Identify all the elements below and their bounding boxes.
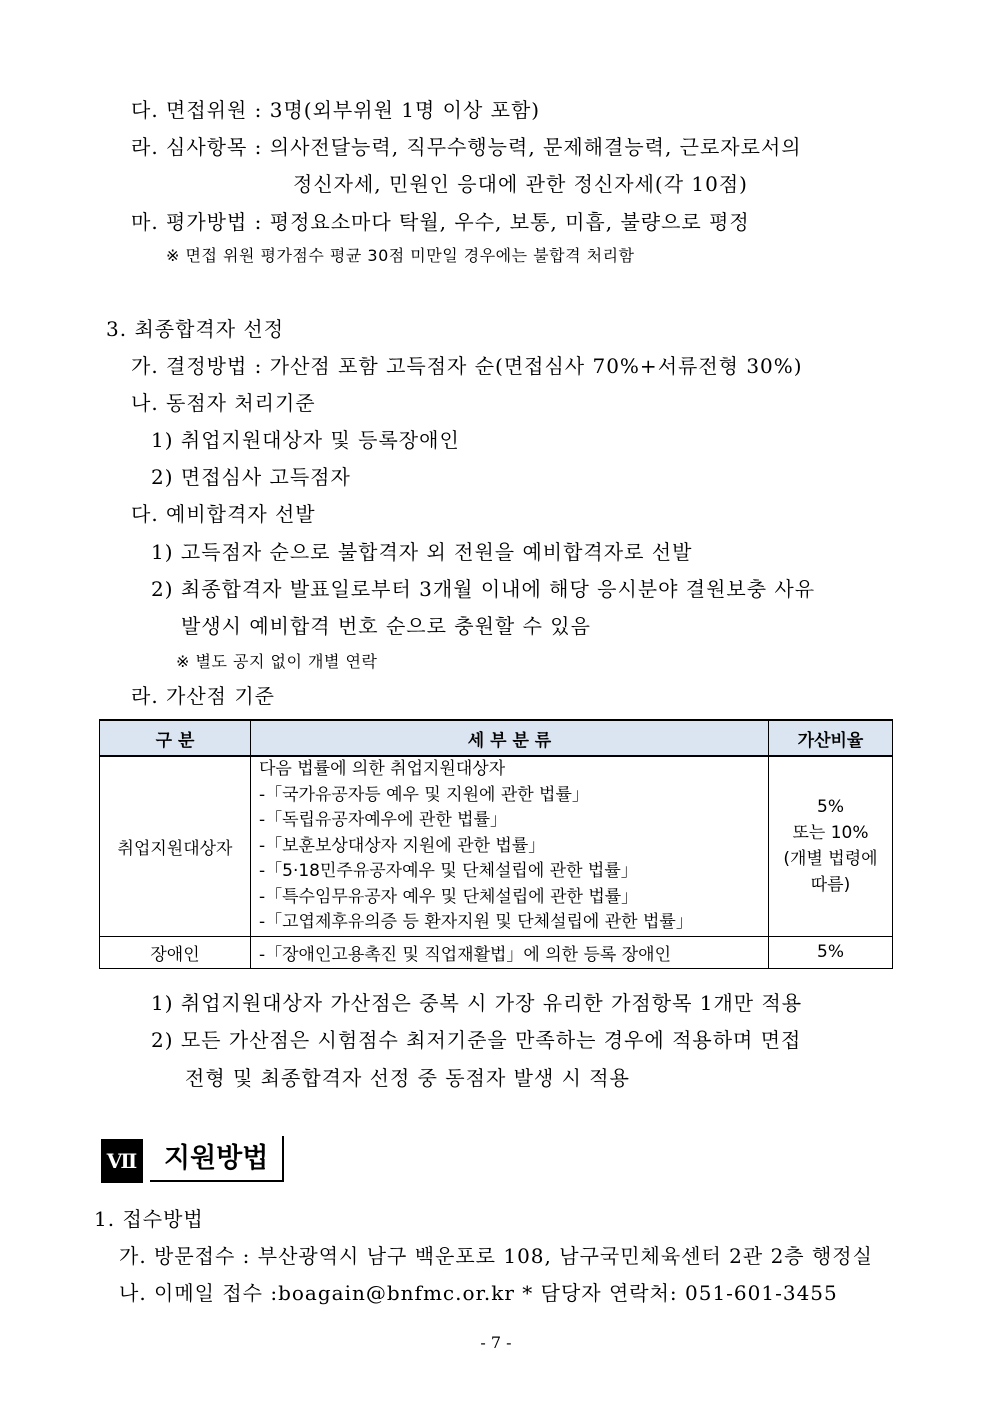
reserve-selection-heading: 다. 예비합격자 선발	[131, 502, 316, 526]
detail-line: -「독립유공자예우에 관한 법률」	[259, 810, 508, 830]
email-application-line: 나. 이메일 접수 :boagain@bnfmc.or.kr * 담당자 연락처: 051-601-3455	[119, 1281, 838, 1305]
contact-note: ※ 별도 공지 없이 개별 연락	[176, 652, 378, 671]
interview-committee-line: 다. 면접위원 : 3명(외부위원 1명 이상 포함)	[131, 98, 541, 122]
bonus-note-2-continued: 전형 및 최종합격자 선정 중 동점자 발생 시 적용	[185, 1066, 630, 1090]
category-cell: 취업지원대상자	[100, 756, 251, 936]
table-header-row	[100, 720, 893, 756]
evaluation-method-line: 마. 평가방법 : 평정요소마다 탁월, 우수, 보통, 미흡, 불량으로 평정	[131, 210, 750, 234]
rate-line: 5%	[817, 797, 844, 818]
detail-cell: -「장애인고용촉진 및 직업재활법」에 의한 등록 장애인	[251, 936, 769, 968]
reserve-item-2: 2) 최종합격자 발표일로부터 3개월 이내에 해당 응시분야 결원보충 사유	[151, 577, 816, 601]
detail-line: -「국가유공자등 예우 및 지원에 관한 법률」	[259, 784, 589, 805]
page-number: - 7 -	[480, 1333, 512, 1352]
header-detail: 세 부 분 류	[251, 720, 769, 756]
application-method-heading: 1. 접수방법	[94, 1207, 204, 1231]
header-rate: 가산비율	[769, 720, 893, 756]
detail-cell	[251, 756, 769, 936]
fail-note: ※ 면접 위원 평가점수 평균 30점 미만일 경우에는 불합격 처리함	[166, 246, 635, 265]
detail-line: -「보훈보상대상자 지원에 관한 법률」	[259, 835, 546, 856]
table-row	[100, 756, 893, 936]
visit-application-line: 가. 방문접수 : 부산광역시 남구 백운포로 108, 남구국민체육센터 2관 2층 행정실	[119, 1244, 873, 1268]
evaluation-items-continued: 정신자세, 민원인 응대에 관한 정신자세(각 10점)	[293, 172, 748, 196]
bonus-note-1: 1) 취업지원대상자 가산점은 중복 시 가장 유리한 가점항목 1개만 적용	[151, 991, 803, 1015]
rate-line: (개별 법령에	[783, 849, 878, 870]
evaluation-items-line: 라. 심사항목 : 의사전달능력, 직무수행능력, 문제해결능력, 근로자로서의	[131, 135, 802, 159]
section-title: 지원방법	[150, 1136, 284, 1182]
decision-method-line: 가. 결정방법 : 가산점 포함 고득점자 순(면접심사 70%+서류전형 30%)	[131, 354, 803, 378]
detail-line: -「5·18민주유공자예우 및 단체설립에 관한 법률」	[259, 861, 638, 881]
reserve-item-1: 1) 고득점자 순으로 불합격자 외 전원을 예비합격자로 선발	[151, 540, 693, 564]
category-cell: 장애인	[100, 936, 251, 968]
section-final-selection-heading: 3. 최종합격자 선정	[106, 317, 285, 341]
rate-cell: 5%	[769, 936, 893, 968]
rate-line: 따름)	[810, 875, 851, 896]
detail-line: -「고엽제후유의증 등 환자지원 및 단체설립에 관한 법률」	[259, 912, 693, 932]
detail-line: -「특수임무유공자 예우 및 단체설립에 관한 법률」	[259, 886, 639, 907]
rate-cell	[769, 756, 893, 936]
tie-criteria-item-2: 2) 면접심사 고득점자	[151, 465, 351, 489]
detail-line: 다음 법률에 의한 취업지원대상자	[259, 759, 506, 779]
bonus-criteria-heading: 라. 가산점 기준	[131, 684, 275, 708]
bonus-note-2: 2) 모든 가산점은 시험점수 최저기준을 만족하는 경우에 적용하며 면접	[151, 1028, 802, 1052]
tie-criteria-heading: 나. 동점자 처리기준	[131, 391, 316, 415]
rate-line: 또는 10%	[792, 823, 869, 844]
table-row	[100, 936, 893, 968]
reserve-item-2-continued: 발생시 예비합격 번호 순으로 충원할 수 있음	[181, 614, 591, 638]
section-number-badge: Ⅶ	[101, 1139, 143, 1183]
tie-criteria-item-1: 1) 취업지원대상자 및 등록장애인	[151, 428, 460, 452]
bonus-points-table	[99, 719, 893, 969]
header-category: 구 분	[100, 720, 251, 756]
